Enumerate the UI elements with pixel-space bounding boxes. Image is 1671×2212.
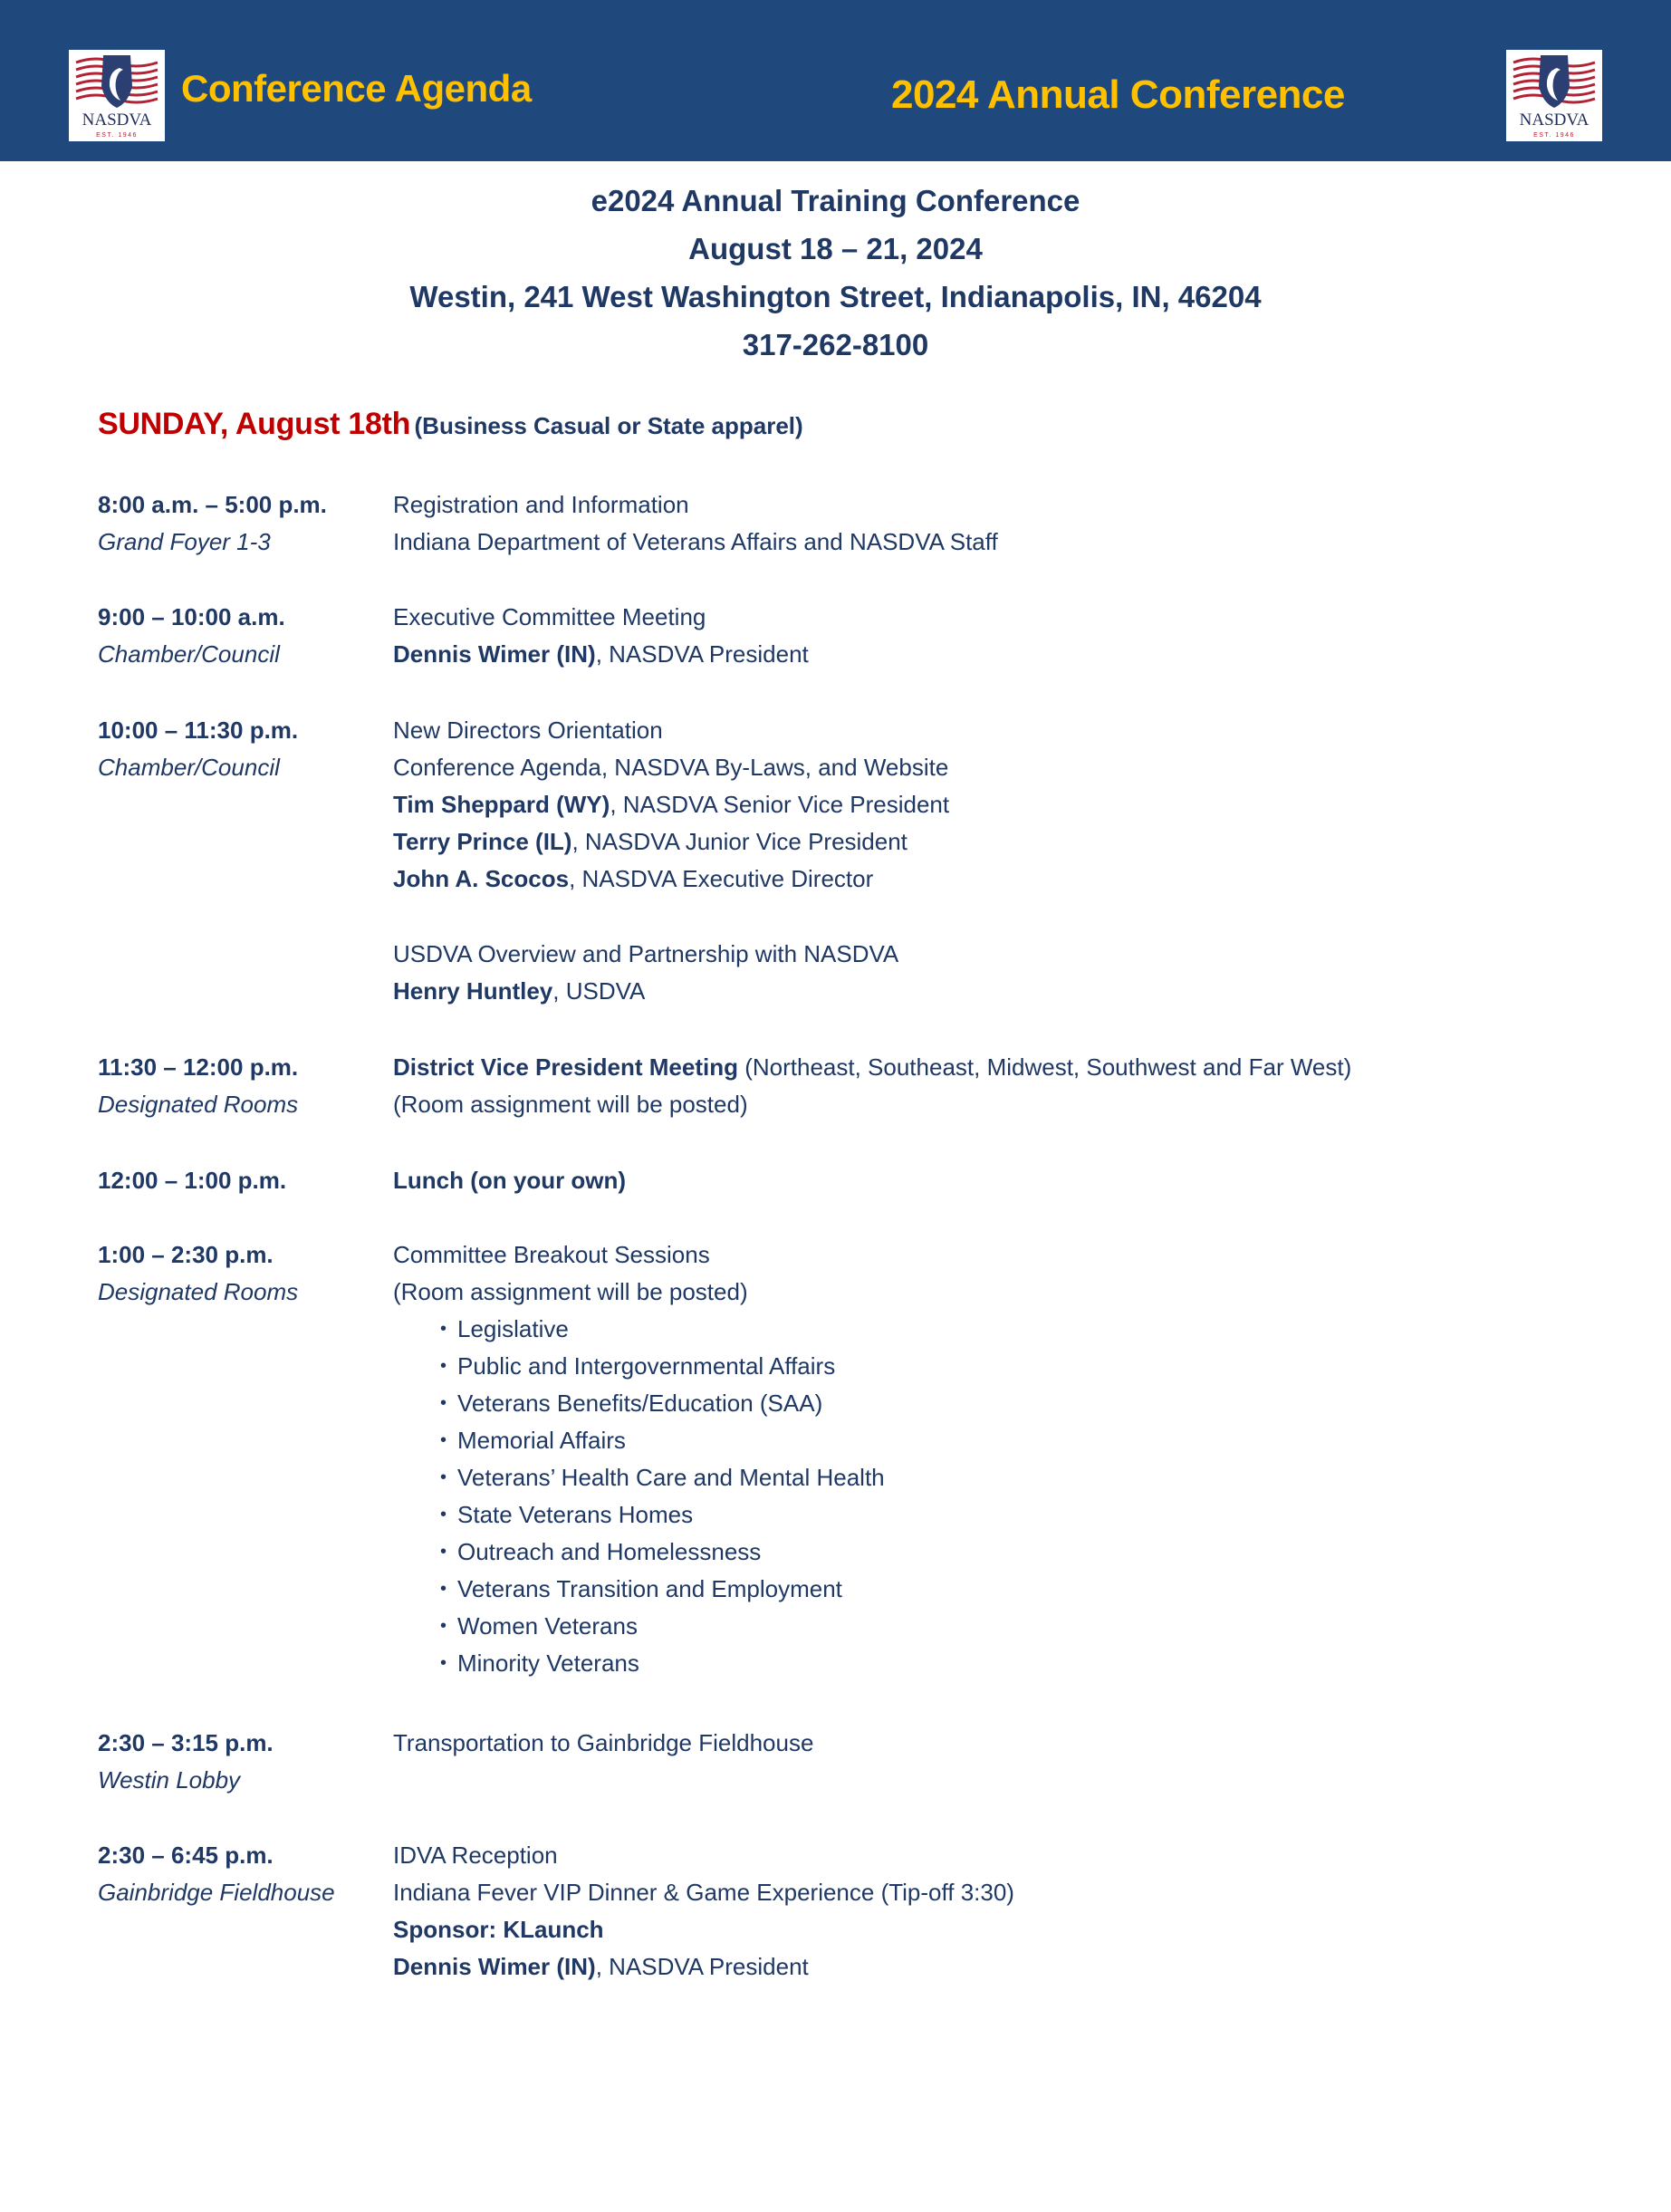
speaker-name: Dennis Wimer (IN): [393, 1953, 596, 1980]
committee-name: Veterans Benefits/Education (SAA): [457, 1390, 823, 1417]
session-time: 2:30 – 6:45 p.m.: [98, 1842, 274, 1869]
conference-name: e2024 Annual Training Conference: [591, 184, 1080, 217]
day-heading-title: SUNDAY, August 18th: [98, 407, 411, 441]
session-regions: (Northeast, Southeast, Midwest, Southwest and Far West): [737, 1053, 1352, 1081]
session-time: 9:00 – 10:00 a.m.: [98, 603, 285, 630]
committee-name: State Veterans Homes: [457, 1501, 694, 1528]
speaker-role: , NASDVA Executive Director: [569, 865, 874, 892]
list-item: [393, 1348, 1634, 1385]
speaker-name: Tim Sheppard (WY): [393, 791, 610, 818]
committee-name: Veterans Transition and Employment: [457, 1575, 842, 1602]
sponsor-line: Sponsor: KLaunch: [393, 1916, 604, 1943]
header-title-left: Conference Agenda: [181, 67, 532, 110]
speaker-line: [393, 1948, 1634, 1986]
session-time: 12:00 – 1:00 p.m.: [98, 1167, 287, 1194]
list-item: [393, 1496, 1634, 1534]
bullet-icon: •: [440, 1393, 447, 1413]
bullet-icon: •: [440, 1356, 447, 1376]
session-title: Executive Committee Meeting: [393, 603, 706, 630]
bullet-icon: •: [440, 1319, 447, 1339]
logo-est-text: EST. 1946: [96, 132, 138, 139]
list-item: [393, 1459, 1634, 1496]
speaker-role: , NASDVA President: [595, 1953, 809, 1980]
speaker-name: Henry Huntley: [393, 977, 553, 1005]
committee-name: Legislative: [457, 1315, 569, 1342]
logo-est-text: EST. 1946: [1533, 132, 1575, 139]
list-item: [393, 1608, 1634, 1645]
list-item: [393, 1311, 1634, 1348]
nasdva-logo-left: [69, 50, 165, 141]
speaker-line: [393, 636, 1634, 673]
nasdva-logo-icon: [1506, 50, 1602, 141]
conference-phone: 317-262-8100: [742, 328, 929, 361]
list-item: [393, 1645, 1634, 1682]
nasdva-logo-right: [1506, 50, 1602, 141]
session-title: Committee Breakout Sessions: [393, 1241, 710, 1268]
speaker-role: , NASDVA Junior Vice President: [571, 828, 908, 855]
session-location: Chamber/Council: [98, 640, 280, 668]
session-location: Westin Lobby: [98, 1766, 241, 1794]
session-title: IDVA Reception: [393, 1842, 558, 1869]
session-title: Lunch (on your own): [393, 1167, 627, 1194]
speaker-line: [393, 823, 1634, 861]
day-heading: [98, 404, 803, 450]
list-item: [393, 1422, 1634, 1459]
speaker-name: John A. Scocos: [393, 865, 570, 892]
conference-title-block: [0, 177, 1671, 369]
speaker-name: Dennis Wimer (IN): [393, 640, 596, 668]
speaker-line: [393, 861, 1634, 898]
logo-org-text: NASDVA: [82, 111, 152, 130]
bullet-icon: •: [440, 1579, 447, 1599]
bullet-icon: •: [440, 1430, 447, 1450]
session-location: Designated Rooms: [98, 1091, 299, 1118]
speaker-role: , USDVA: [552, 977, 646, 1005]
session-time: 1:00 – 2:30 p.m.: [98, 1241, 274, 1268]
session-detail: (Room assignment will be posted): [393, 1091, 748, 1118]
session-time: 8:00 a.m. – 5:00 p.m.: [98, 491, 327, 518]
speaker-role: , NASDVA President: [595, 640, 809, 668]
committee-name: Women Veterans: [457, 1612, 638, 1640]
header-title-right: 2024 Annual Conference: [891, 72, 1345, 117]
speaker-line: [393, 973, 1634, 1010]
logo-org-text: NASDVA: [1519, 111, 1589, 130]
committee-name: Memorial Affairs: [457, 1427, 626, 1454]
session-time: 11:30 – 12:00 p.m.: [98, 1053, 299, 1081]
nasdva-logo-icon: [69, 50, 165, 141]
session-title-line: [393, 1049, 1634, 1086]
header-band: [0, 0, 1671, 161]
session-title: USDVA Overview and Partnership with NASDVA: [393, 940, 899, 967]
session-title: New Directors Orientation: [393, 716, 663, 744]
list-item: [393, 1534, 1634, 1571]
bullet-icon: •: [440, 1542, 447, 1562]
session-title: District Vice President Meeting: [393, 1053, 738, 1081]
list-item: [393, 1385, 1634, 1422]
session-location: Gainbridge Fieldhouse: [98, 1879, 335, 1906]
bullet-icon: •: [440, 1505, 447, 1524]
session-detail: Indiana Fever VIP Dinner & Game Experience (Tip-off 3:30): [393, 1879, 1014, 1906]
committee-name: Outreach and Homelessness: [457, 1538, 762, 1565]
session-location: Chamber/Council: [98, 754, 280, 781]
bullet-icon: •: [440, 1616, 447, 1636]
session-location: Designated Rooms: [98, 1278, 299, 1305]
bullet-icon: •: [440, 1653, 447, 1673]
session-title: Transportation to Gainbridge Fieldhouse: [393, 1729, 814, 1756]
list-item: [393, 1571, 1634, 1608]
speaker-role: , NASDVA Senior Vice President: [610, 791, 950, 818]
speaker-line: [393, 786, 1634, 823]
speaker-name: Terry Prince (IL): [393, 828, 572, 855]
committee-name: Public and Intergovernmental Affairs: [457, 1352, 836, 1380]
session-time: 10:00 – 11:30 p.m.: [98, 716, 299, 744]
session-time: 2:30 – 3:15 p.m.: [98, 1729, 274, 1756]
committee-name: Veterans’ Health Care and Mental Health: [457, 1464, 885, 1491]
session-title: Registration and Information: [393, 491, 689, 518]
session-detail: (Room assignment will be posted): [393, 1278, 748, 1305]
bullet-icon: •: [440, 1467, 447, 1487]
committee-name: Minority Veterans: [457, 1649, 639, 1677]
conference-dates: August 18 – 21, 2024: [688, 232, 983, 265]
session-detail: Conference Agenda, NASDVA By-Laws, and Website: [393, 754, 949, 781]
committee-list: [393, 1311, 1634, 1682]
dress-code-note: (Business Casual or State apparel): [414, 412, 803, 439]
conference-venue: Westin, 241 West Washington Street, Indianapolis, IN, 46204: [409, 280, 1262, 313]
session-detail: Indiana Department of Veterans Affairs and NASDVA Staff: [393, 528, 998, 555]
session-location: Grand Foyer 1-3: [98, 528, 271, 555]
